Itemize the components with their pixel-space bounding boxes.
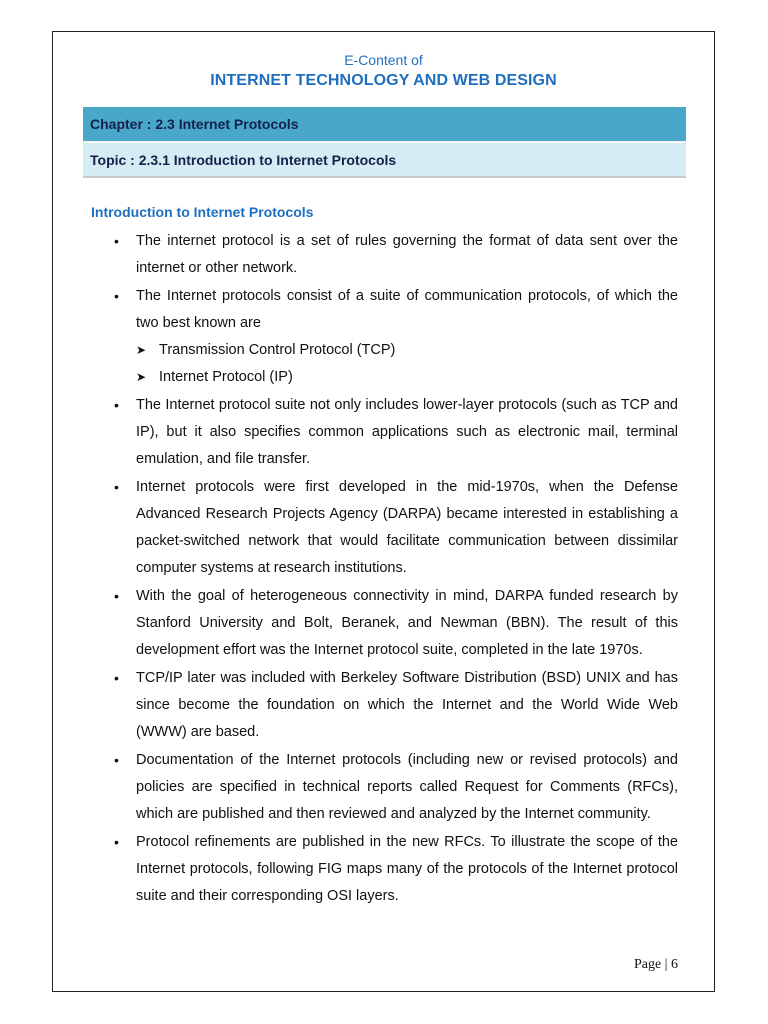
bullet-icon: • bbox=[114, 588, 119, 604]
topic-banner: Topic : 2.3.1 Introduction to Internet Protocols bbox=[83, 143, 686, 178]
bullet-icon: • bbox=[114, 670, 119, 686]
section-heading: Introduction to Internet Protocols bbox=[91, 204, 314, 220]
sub-bullet-list bbox=[136, 337, 678, 391]
document-page bbox=[52, 31, 715, 992]
header-subtitle: E-Content of bbox=[344, 52, 423, 68]
list-item: • The internet protocol is a set of rules governing the format of data sent over the internet or other network. bbox=[136, 228, 678, 282]
sub-list-item: ➤ Transmission Control Protocol (TCP) bbox=[136, 337, 678, 364]
sub-list-item: ➤ Internet Protocol (IP) bbox=[136, 364, 678, 391]
list-item: • Internet protocols were first developed in the mid-1970s, when the Defense Advanced Research Projects Agency (DARPA) became interested in establishing a packet-switched network that would facilitate communication between dissimilar computer systems at research institutions. bbox=[136, 474, 678, 582]
bullet-list bbox=[114, 228, 678, 911]
list-item: • The Internet protocols consist of a suite of communication protocols, of which the two best known are ➤ Transmission Control Protocol (TCP) ➤ Internet Protocol (IP) bbox=[136, 283, 678, 391]
bullet-icon: • bbox=[114, 288, 119, 304]
bullet-icon: • bbox=[114, 233, 119, 249]
bullet-icon: • bbox=[114, 397, 119, 413]
header-title: INTERNET TECHNOLOGY AND WEB DESIGN bbox=[210, 72, 557, 89]
bullet-icon: • bbox=[114, 834, 119, 850]
bullet-icon: • bbox=[114, 752, 119, 768]
list-item: • TCP/IP later was included with Berkeley Software Distribution (BSD) UNIX and has since become the foundation on which the Internet and the World Wide Web (WWW) are based. bbox=[136, 665, 678, 746]
arrow-bullet-icon: ➤ bbox=[136, 370, 147, 384]
chapter-banner: Chapter : 2.3 Internet Protocols bbox=[83, 107, 686, 142]
list-item: • The Internet protocol suite not only includes lower-layer protocols (such as TCP and IP), but it also specifies common applications such as electronic mail, terminal emulation, and file transfer. bbox=[136, 392, 678, 473]
arrow-bullet-icon: ➤ bbox=[136, 343, 147, 357]
list-item: • With the goal of heterogeneous connectivity in mind, DARPA funded research by Stanford University and Bolt, Beranek, and Newman (BBN). The result of this development effort was the Internet protocol suite, completed in the late 1970s. bbox=[136, 583, 678, 664]
list-item: • Protocol refinements are published in the new RFCs. To illustrate the scope of the Internet protocols, following FIG maps many of the protocols of the Internet protocol suite and their corresponding OSI layers. bbox=[136, 829, 678, 910]
page-number: Page | 6 bbox=[633, 957, 678, 972]
list-item: • Documentation of the Internet protocols (including new or revised protocols) and policies are specified in technical reports called Request for Comments (RFCs), which are published and then reviewed and analyzed by the Internet community. bbox=[136, 747, 678, 828]
bullet-icon: • bbox=[114, 479, 119, 495]
